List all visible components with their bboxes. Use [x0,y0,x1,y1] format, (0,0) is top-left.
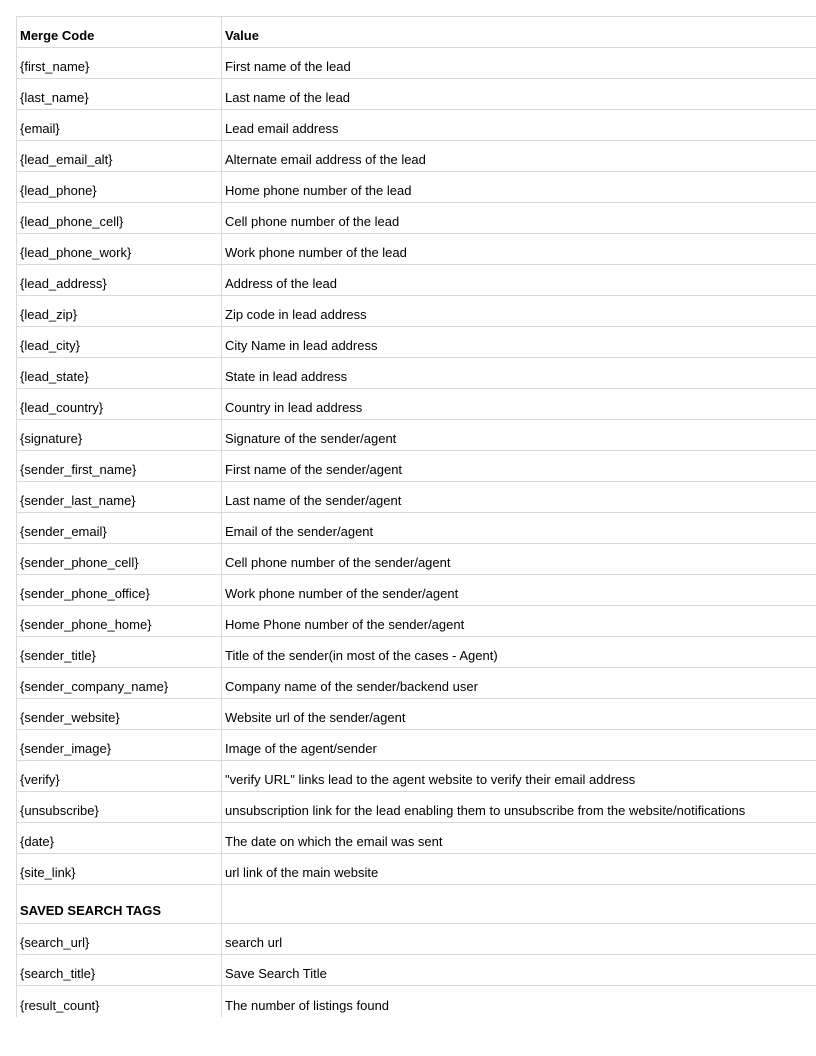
table-row [17,48,816,79]
merge-code-cell[interactable]: {unsubscribe} [17,792,222,823]
header-value[interactable]: Value [222,17,816,48]
merge-code-cell[interactable]: {site_link} [17,854,222,885]
merge-code-cell[interactable]: {sender_phone_home} [17,606,222,637]
value-cell[interactable]: Signature of the sender/agent [222,420,816,451]
value-cell[interactable]: Email of the sender/agent [222,513,816,544]
table-row [17,637,816,668]
value-cell[interactable]: Lead email address [222,110,816,141]
merge-code-cell[interactable]: {search_title} [17,955,222,986]
merge-code-cell[interactable]: {signature} [17,420,222,451]
merge-code-cell[interactable]: {sender_company_name} [17,668,222,699]
value-cell[interactable]: City Name in lead address [222,327,816,358]
table-row [17,761,816,792]
table-row [17,575,816,606]
merge-code-cell[interactable]: {sender_website} [17,699,222,730]
merge-code-cell[interactable]: {first_name} [17,48,222,79]
value-cell[interactable]: The number of listings found [222,986,816,1017]
table-row [17,955,816,986]
value-cell[interactable]: search url [222,924,816,955]
value-cell[interactable]: Address of the lead [222,265,816,296]
table-row [17,730,816,761]
value-cell[interactable]: Country in lead address [222,389,816,420]
value-cell[interactable]: url link of the main website [222,854,816,885]
value-cell[interactable]: Cell phone number of the lead [222,203,816,234]
table-row [17,79,816,110]
merge-code-cell[interactable]: {result_count} [17,986,222,1017]
merge-code-cell[interactable]: {sender_email} [17,513,222,544]
table-row [17,110,816,141]
merge-code-cell[interactable]: {email} [17,110,222,141]
merge-code-cell[interactable]: {lead_country} [17,389,222,420]
merge-code-cell[interactable]: {sender_last_name} [17,482,222,513]
table-row [17,854,816,885]
value-cell[interactable]: Alternate email address of the lead [222,141,816,172]
table-row [17,265,816,296]
merge-code-cell[interactable]: {lead_phone_cell} [17,203,222,234]
saved-search-heading[interactable]: SAVED SEARCH TAGS [17,885,222,924]
value-cell[interactable]: "verify URL" links lead to the agent website to verify their email address [222,761,816,792]
table-row [17,389,816,420]
value-cell[interactable]: Save Search Title [222,955,816,986]
merge-code-cell[interactable]: {lead_state} [17,358,222,389]
merge-code-cell[interactable]: {lead_phone} [17,172,222,203]
value-cell[interactable]: First name of the lead [222,48,816,79]
merge-code-cell[interactable]: {sender_image} [17,730,222,761]
value-cell[interactable]: Work phone number of the sender/agent [222,575,816,606]
merge-code-cell[interactable]: {lead_phone_work} [17,234,222,265]
merge-code-cell[interactable]: {last_name} [17,79,222,110]
table-row [17,924,816,955]
value-cell[interactable]: Work phone number of the lead [222,234,816,265]
merge-code-cell[interactable]: {lead_city} [17,327,222,358]
value-cell[interactable]: Company name of the sender/backend user [222,668,816,699]
table-row [17,544,816,575]
table-row [17,234,816,265]
header-row [17,17,816,48]
table-row [17,203,816,234]
merge-code-cell[interactable]: {lead_address} [17,265,222,296]
value-cell[interactable]: Cell phone number of the sender/agent [222,544,816,575]
value-cell[interactable]: Website url of the sender/agent [222,699,816,730]
table-row [17,358,816,389]
table-row [17,606,816,637]
value-cell[interactable]: Home Phone number of the sender/agent [222,606,816,637]
merge-code-sheet [16,16,816,1017]
saved-search-section-row [17,885,816,924]
merge-code-cell[interactable]: {verify} [17,761,222,792]
value-cell[interactable]: Last name of the lead [222,79,816,110]
table-row [17,327,816,358]
merge-code-cell[interactable]: {sender_first_name} [17,451,222,482]
merge-code-cell[interactable]: {search_url} [17,924,222,955]
merge-code-cell[interactable]: {sender_phone_cell} [17,544,222,575]
merge-code-table-body [17,17,816,1017]
value-cell[interactable]: unsubscription link for the lead enabling them to unsubscribe from the website/notifications [222,792,816,823]
merge-code-table [16,16,816,1017]
table-row [17,482,816,513]
table-row [17,451,816,482]
value-cell[interactable]: Zip code in lead address [222,296,816,327]
value-cell[interactable]: The date on which the email was sent [222,823,816,854]
merge-code-cell[interactable]: {date} [17,823,222,854]
table-row [17,699,816,730]
table-row [17,172,816,203]
empty-cell[interactable] [222,885,816,924]
merge-code-cell[interactable]: {lead_zip} [17,296,222,327]
value-cell[interactable]: First name of the sender/agent [222,451,816,482]
value-cell[interactable]: Title of the sender(in most of the cases - Agent) [222,637,816,668]
table-row [17,792,816,823]
value-cell[interactable]: Last name of the sender/agent [222,482,816,513]
table-row [17,420,816,451]
table-row [17,141,816,172]
merge-code-cell[interactable]: {sender_title} [17,637,222,668]
table-row [17,296,816,327]
table-row [17,513,816,544]
table-row [17,823,816,854]
value-cell[interactable]: Home phone number of the lead [222,172,816,203]
table-row [17,986,816,1017]
table-row [17,668,816,699]
value-cell[interactable]: State in lead address [222,358,816,389]
merge-code-cell[interactable]: {lead_email_alt} [17,141,222,172]
value-cell[interactable]: Image of the agent/sender [222,730,816,761]
header-merge-code[interactable]: Merge Code [17,17,222,48]
merge-code-cell[interactable]: {sender_phone_office} [17,575,222,606]
